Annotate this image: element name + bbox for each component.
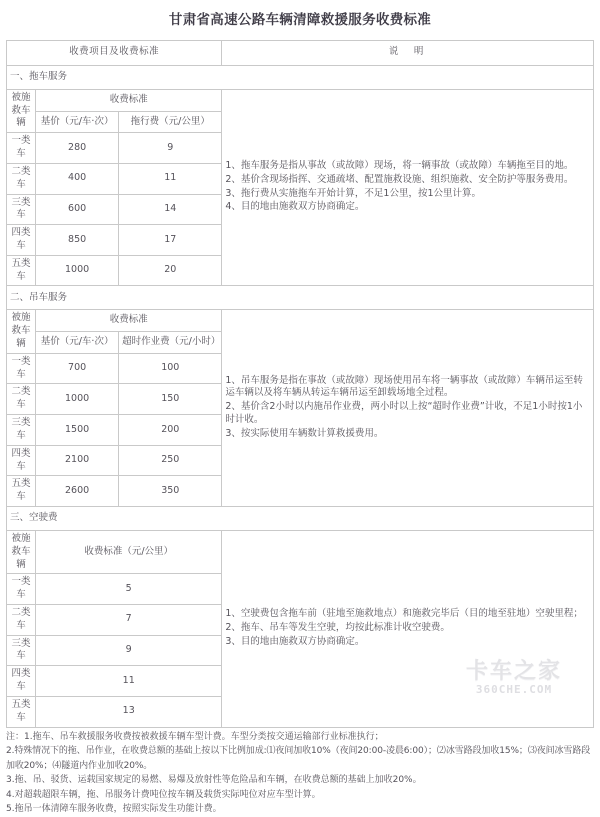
vehicle-class: 二类车 [7,384,36,415]
overtime-fee-value: 200 [119,415,222,446]
vehicle-class: 一类车 [7,353,36,384]
note-line: 1、吊车服务是指在事故（或故障）现场使用吊车将一辆事故（或故障）车辆吊运至转运车辆以及将车辆从转运车辆吊运至卸载场地全过程。 [225,374,583,399]
note-line: 3、拖行费从实施拖车开始计算，不足1公里，按1公里计算。 [225,187,481,199]
section-title-tow: 一、拖车服务 [7,65,594,89]
table-row [7,89,594,111]
vehicle-class: 三类车 [7,635,36,666]
vehicle-class: 三类车 [7,415,36,446]
section-title-row [7,506,594,530]
tow-fee-value: 14 [119,194,222,225]
description-crane [222,310,594,507]
note-line: 3、按实际使用车辆数计算救援费用。 [225,427,384,439]
base-price-value: 2600 [36,476,119,507]
header-description: 说 明 [222,40,594,65]
empty-run-fee-value: 11 [36,666,222,697]
overtime-fee-value: 150 [119,384,222,415]
subheader-empty-run-fee: 收费标准（元/公里） [36,530,222,573]
vehicle-column-head: 被施救车辆 [7,530,36,573]
subheader-base-price: 基价（元/车·次） [36,111,119,133]
header-fee-items: 收费项目及收费标准 [7,40,222,65]
vehicle-class: 三类车 [7,194,36,225]
note-line: 4、目的地由施救双方协商确定。 [225,201,365,213]
vehicle-class: 四类车 [7,666,36,697]
section-title-row [7,286,594,310]
footnote-5: 5.拖吊一体清障车服务收费，按照实际发生功能计费。 [6,804,222,815]
vehicle-column-head: 被施救车辆 [7,310,36,353]
page-title: 甘肃省高速公路车辆清障救援服务收费标准 [168,12,432,28]
footnote-3: 3.拖、吊、驳货、运载国家规定的易燃、易爆及放射性等危险品和车辆，在收费总额的基础上加收20%。 [6,775,422,786]
table-row [7,530,594,573]
subheader-tow-fee: 拖行费（元/公里） [119,111,222,133]
subheader-base-price: 基价（元/车·次） [36,332,119,354]
base-price-value: 850 [36,225,119,256]
tow-fee-value: 20 [119,255,222,286]
vehicle-class: 二类车 [7,605,36,636]
empty-run-fee-value: 9 [36,635,222,666]
note-line: 2、基价含现场指挥、交通疏堵、配置施救设施、组织施救、安全防护等服务费用。 [225,173,574,185]
footnotes-block [6,730,594,817]
tow-fee-value: 9 [119,133,222,164]
vehicle-class: 一类车 [7,133,36,164]
description-tow [222,89,594,286]
empty-run-fee-value: 13 [36,696,222,727]
section-title-empty-run: 三、空驶费 [7,506,594,530]
section-title-crane: 二、吊车服务 [7,286,594,310]
tow-fee-value: 17 [119,225,222,256]
base-price-value: 600 [36,194,119,225]
empty-run-fee-value: 7 [36,605,222,636]
base-price-value: 1000 [36,255,119,286]
vehicle-class: 四类车 [7,225,36,256]
footnote-4: 4.对超载超限车辆，拖、吊服务计费吨位按车辆及载货实际吨位对应车型计算。 [6,789,321,800]
base-price-value: 1000 [36,384,119,415]
tow-fee-value: 11 [119,163,222,194]
subheader-overtime-fee: 超时作业费（元/小时） [119,332,222,354]
note-line: 2、基价含2小时以内施吊作业费，两小时以上按“超时作业费”计收，不足1小时按1小时计收。 [225,401,583,426]
fee-standard-head: 收费标准 [36,89,222,111]
overtime-fee-value: 350 [119,476,222,507]
vehicle-class: 五类车 [7,476,36,507]
footnote-1: 注：1.拖车、吊车救援服务收费按被救援车辆车型计费。车型分类按交通运输部行业标准执行； [6,731,384,742]
table-row [7,310,594,332]
note-line: 1、空驶费包含拖车前（驻地至施救地点）和施救完毕后（目的地至驻地）空驶里程； [225,608,583,620]
vehicle-class: 一类车 [7,574,36,605]
fee-standard-head: 收费标准 [36,310,222,332]
watermark-url: 360CHE.COM [475,682,553,696]
note-line: 2、拖车、吊车等发生空驶，均按此标准计收空驶费。 [225,621,450,633]
vehicle-class: 二类车 [7,163,36,194]
vehicle-class: 五类车 [7,255,36,286]
empty-run-fee-value: 5 [36,574,222,605]
vehicle-column-head: 被施救车辆 [7,89,36,132]
fee-standard-table [6,40,594,728]
base-price-value: 280 [36,133,119,164]
overtime-fee-value: 100 [119,353,222,384]
note-line: 3、目的地由施救双方协商确定。 [225,635,365,647]
base-price-value: 1500 [36,415,119,446]
base-price-value: 2100 [36,445,119,476]
table-header-row [7,40,594,65]
vehicle-class: 五类车 [7,696,36,727]
footnote-2: 2.特殊情况下的拖、吊作业，在收费总额的基础上按以下比例加成:⑴夜间加收10%（夜间20:00-凌晨6:00）；⑵冰雪路段加收15%；⑶夜间冰雪路段加收20%；⑷隧道内作业加收20%。 [6,746,591,771]
base-price-value: 400 [36,163,119,194]
note-line: 1、拖车服务是指从事故（或故障）现场，将一辆事故（或故障）车辆拖至目的地。 [225,160,574,171]
vehicle-class: 四类车 [7,445,36,476]
overtime-fee-value: 250 [119,445,222,476]
watermark-brand: 卡车之家 [465,658,562,684]
base-price-value: 700 [36,353,119,384]
section-title-row [7,65,594,89]
